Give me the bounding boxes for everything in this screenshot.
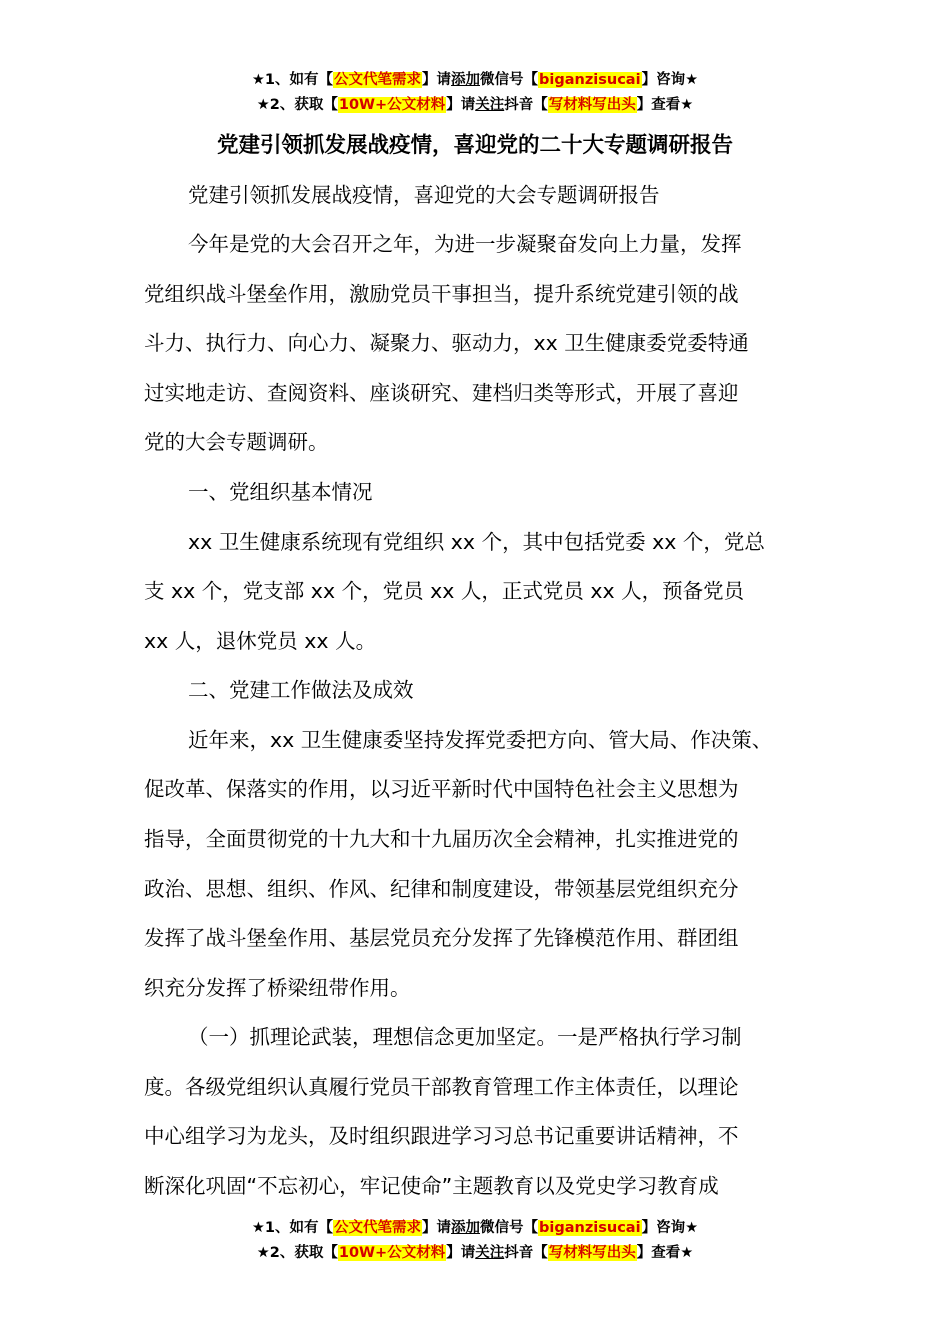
banner-highlight: 公文代笔需求 (334, 72, 422, 88)
document-title: 党建引领抓发展战疫情，喜迎党的二十大专题调研报告 (216, 133, 733, 158)
banner-text: 抖音【 (504, 97, 548, 113)
body-line: 党组织战斗堡垒作用，激励党员干事担当，提升系统党建引领的战 (144, 282, 739, 306)
banner-highlight: biganzisucai (539, 1220, 641, 1236)
body-line: 促改革、保落实的作用，以习近平新时代中国特色社会主义思想为 (144, 777, 739, 801)
banner-text: 】请 (422, 72, 452, 88)
banner-text: ★2、获取【 (256, 97, 338, 113)
banner-text: 抖音【 (504, 1245, 548, 1261)
banner-underlined-text: 添加 (451, 72, 481, 88)
banner-highlight: 公文代笔需求 (334, 1220, 422, 1236)
body-line: 今年是党的大会召开之年，为进一步凝聚奋发向上力量，发挥 (188, 232, 742, 256)
banner-underlined-text: 添加 (451, 1220, 481, 1236)
section-heading: 二、党建工作做法及成效 (188, 678, 414, 702)
banner-text: 】查看★ (636, 1245, 694, 1261)
banner-text: ★1、如有【 (251, 72, 334, 88)
body-line: 党的大会专题调研。 (144, 430, 329, 454)
banner-line-1 (0, 68, 950, 93)
body-line: 指导，全面贯彻党的十九大和十九届历次全会精神，扎实推进党的 (144, 827, 739, 851)
banner-line-1 (0, 1216, 950, 1241)
body-line: 过实地走访、查阅资料、座谈研究、建档归类等形式，开展了喜迎 (144, 381, 739, 405)
banner-underlined-text: 关注 (475, 1245, 505, 1261)
banner-line-2 (0, 1241, 950, 1266)
body-line: 发挥了战斗堡垒作用、基层党员充分发挥了先锋模范作用、群团组 (144, 926, 739, 950)
banner-text: 】请 (446, 1245, 476, 1261)
body-line: 斗力、执行力、向心力、凝聚力、驱动力，xx 卫生健康委党委特通 (144, 331, 749, 355)
body-line: 支 xx 个，党支部 xx 个，党员 xx 人，正式党员 xx 人，预备党员 (144, 579, 745, 603)
banner-text: 】查看★ (636, 97, 694, 113)
banner-highlight: 10W+公文材料 (338, 97, 446, 113)
body-line: xx 卫生健康系统现有党组织 xx 个，其中包括党委 xx 个，党总 (188, 530, 765, 554)
banner-text: 微信号【 (480, 1220, 539, 1236)
body-line: 近年来，xx 卫生健康委坚持发挥党委把方向、管大局、作决策、 (188, 728, 773, 752)
body-line: 政治、思想、组织、作风、纪律和制度建设，带领基层党组织充分 (144, 877, 739, 901)
footer-banner (0, 1216, 950, 1266)
banner-highlight: 10W+公文材料 (338, 1245, 446, 1261)
banner-text: 】请 (422, 1220, 452, 1236)
banner-highlight: 写材料写出头 (548, 97, 636, 113)
body-line: 度。各级党组织认真履行党员干部教育管理工作主体责任，以理论 (144, 1075, 739, 1099)
banner-text: ★2、获取【 (256, 1245, 338, 1261)
body-line: 中心组学习为龙头，及时组织跟进学习习总书记重要讲话精神，不 (144, 1124, 739, 1148)
banner-text: ★1、如有【 (251, 1220, 334, 1236)
body-line: 党建引领抓发展战疫情，喜迎党的大会专题调研报告 (188, 183, 660, 207)
body-line: xx 人，退休党员 xx 人。 (144, 629, 377, 653)
body-line: （一）抓理论武装，理想信念更加坚定。一是严格执行学习制 (188, 1025, 742, 1049)
banner-text: 微信号【 (480, 72, 539, 88)
body-line: 织充分发挥了桥梁纽带作用。 (144, 976, 411, 1000)
section-heading: 一、党组织基本情况 (188, 480, 373, 504)
banner-text: 】咨询★ (641, 1220, 699, 1236)
body-line: 断深化巩固“不忘初心，牢记使命”主题教育以及党史学习教育成 (144, 1174, 719, 1198)
header-banner (0, 68, 950, 118)
banner-text: 】咨询★ (641, 72, 699, 88)
banner-highlight: 写材料写出头 (548, 1245, 636, 1261)
banner-text: 】请 (446, 97, 476, 113)
banner-highlight: biganzisucai (539, 72, 641, 88)
banner-underlined-text: 关注 (475, 97, 505, 113)
banner-line-2 (0, 93, 950, 118)
